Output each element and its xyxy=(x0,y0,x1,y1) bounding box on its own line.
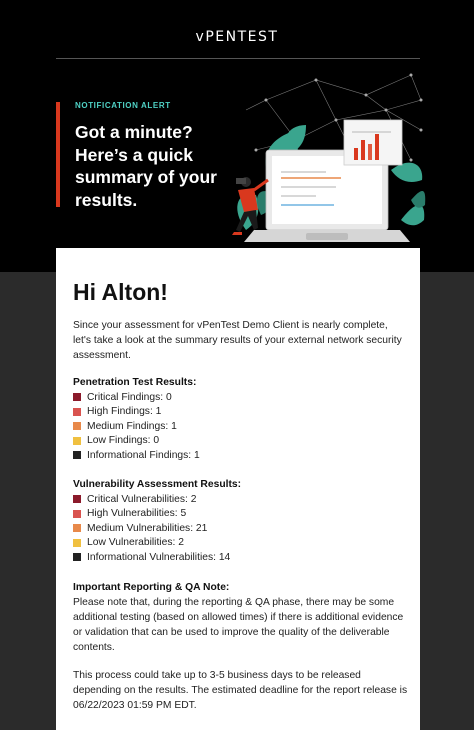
medium-marker xyxy=(73,422,81,430)
medium-marker xyxy=(73,524,81,532)
header-divider xyxy=(56,58,420,59)
list-item: Critical Findings: 0 xyxy=(73,390,200,405)
closing-paragraph: This process could take up to 3-5 business days to be released depending on the results. The estimated deadline for the report release is 06/22/2023 01:59 PM EDT. xyxy=(73,670,408,711)
summary-card xyxy=(56,248,420,730)
notification-alert-label: NOTIFICATION ALERT xyxy=(75,101,171,110)
list-item: Informational Vulnerabilities: 14 xyxy=(73,550,230,565)
qa-note-title: Important Reporting & QA Note: xyxy=(73,582,230,593)
greeting-heading: Hi Alton! xyxy=(73,279,168,305)
hero-headline: Got a minute? Here’s a quick summary of your results. xyxy=(75,122,217,210)
alert-accent-bar xyxy=(56,102,60,207)
vuln-results-title: Vulnerability Assessment Results: xyxy=(73,479,242,490)
low-marker xyxy=(73,539,81,547)
high-marker xyxy=(73,510,81,518)
list-item: Low Vulnerabilities: 2 xyxy=(73,536,230,551)
qa-note-body: Please note that, during the reporting & QA phase, there may be some additional testing (based on allowed times) if there is additional evidence or validation that can be used to improve the quality of the deliverable contents. xyxy=(73,597,404,653)
list-item: Low Findings: 0 xyxy=(73,434,200,449)
list-item: Medium Vulnerabilities: 21 xyxy=(73,521,230,536)
vuln-results-list xyxy=(73,492,230,565)
low-marker xyxy=(73,437,81,445)
laptop-illustration xyxy=(226,70,426,255)
list-item: High Vulnerabilities: 5 xyxy=(73,507,230,522)
vpentest-logo: vPENTEST xyxy=(195,29,279,45)
pentest-results-list xyxy=(73,390,200,463)
informational-marker xyxy=(73,451,81,459)
list-item: Critical Vulnerabilities: 2 xyxy=(73,492,230,507)
intro-paragraph: Since your assessment for vPenTest Demo Client is nearly complete, let's take a look at the summary results of your external network security assessment. xyxy=(73,320,402,361)
informational-marker xyxy=(73,553,81,561)
list-item: Informational Findings: 1 xyxy=(73,448,200,463)
critical-marker xyxy=(73,495,81,503)
list-item: High Findings: 1 xyxy=(73,405,200,420)
list-item: Medium Findings: 1 xyxy=(73,419,200,434)
critical-marker xyxy=(73,393,81,401)
hero-banner xyxy=(0,0,474,272)
high-marker xyxy=(73,408,81,416)
pentest-results-title: Penetration Test Results: xyxy=(73,377,197,388)
